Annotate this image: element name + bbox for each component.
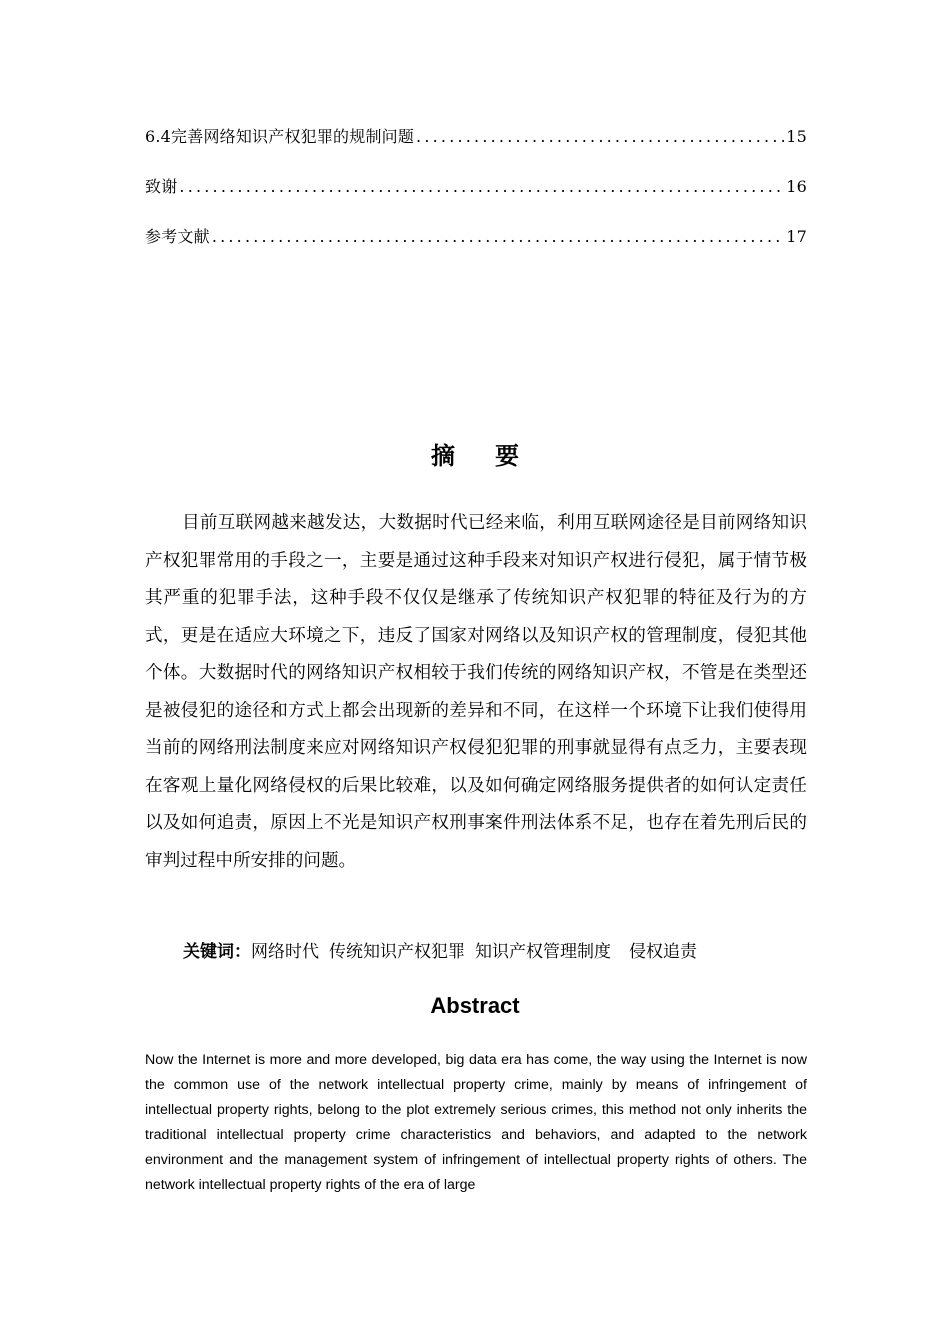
- keyword: 侵权追责: [629, 942, 697, 962]
- abstract-en-body: Now the Internet is more and more developed, big data era has come, the way using the Internet is now the common use of the network intellectual property crime, mainly by means of infringement of intellectual property rights, belong to the plot extremely serious crimes, this method not only inherits the traditional intellectual property crime characteristics and behaviors, and adapted to the network environment and the management system of infringement of intellectual property rights of others. The network intellectual property rights of the era of large: [145, 1052, 807, 1193]
- toc-entry-page: 17: [786, 227, 807, 246]
- abstract-cn-body: 目前互联网越来越发达，大数据时代已经来临，利用互联网途径是目前网络知识产权犯罪常用的手段之一，主要是通过这种手段来对知识产权进行侵犯，属于情节极其严重的犯罪手法，这种手段不仅仅是继承了传统知识产权犯罪的特征及行为的方式，更是在适应大环境之下，违反了国家对网络以及知识产权的管理制度，侵犯其他个体。大数据时代的网络知识产权相较于我们传统的网络知识产权，不管是在类型还是被侵犯的途径和方式上都会出现新的差异和不同，在这样一个环境下让我们使得用当前的网络刑法制度来应对网络知识产权侵犯犯罪的刑事就显得有点乏力，主要表现在客观上量化网络侵权的后果比较难，以及如何确定网络服务提供者的如何认定责任以及如何追责，原因上不光是知识产权刑事案件刑法体系不足，也存在着先刑后民的审判过程中所安排的问题。: [145, 513, 807, 871]
- table-of-contents: [145, 124, 807, 274]
- toc-dot-leader: [179, 177, 784, 196]
- toc-entry-page: 15: [786, 127, 807, 146]
- toc-entry-page: 16: [786, 177, 807, 196]
- toc-entry-title: 6.4完善网络知识产权犯罪的规制问题: [145, 127, 415, 146]
- abstract-en-heading: Abstract: [430, 993, 520, 1018]
- toc-entry[interactable]: [145, 124, 807, 174]
- toc-entry-title: 参考文献: [145, 227, 210, 246]
- toc-entry-title: 致谢: [145, 177, 178, 196]
- toc-entry[interactable]: [145, 174, 807, 224]
- keyword: 网络时代: [251, 942, 319, 962]
- keywords-line: [183, 937, 823, 962]
- abstract-cn-heading: 摘要: [431, 442, 559, 470]
- toc-entry[interactable]: [145, 224, 807, 274]
- keyword: 知识产权管理制度: [475, 942, 611, 962]
- keywords-label: 关键词：: [183, 942, 251, 962]
- toc-dot-leader: [416, 127, 784, 146]
- keyword: 传统知识产权犯罪: [329, 942, 465, 962]
- toc-dot-leader: [212, 227, 784, 246]
